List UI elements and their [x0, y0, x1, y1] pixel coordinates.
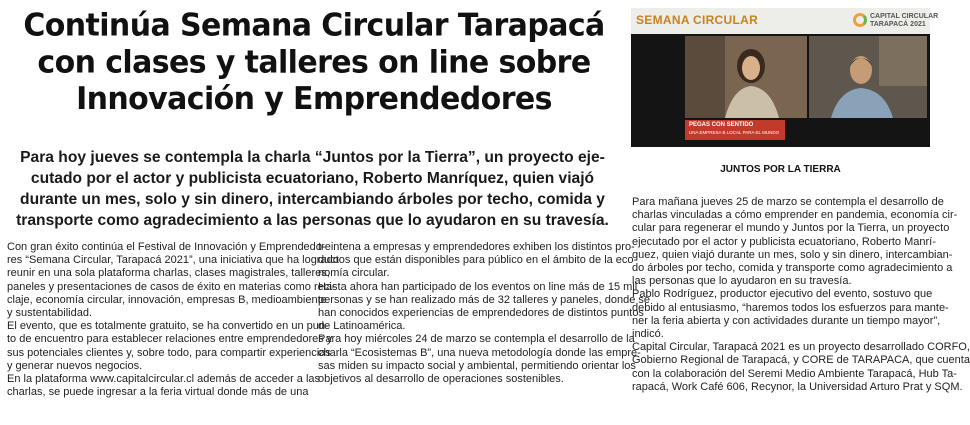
text-line: El evento, que es totalmente gratuito, se ha convertido en un pun- [7, 320, 329, 333]
paragraph [7, 320, 333, 373]
text-line: res “Semana Circular, Tarapacá 2021”, una iniciativa que ha logrado [7, 254, 339, 267]
text-line: ner la feria abierta y con actividades durante un tiempo mayor”, [632, 314, 941, 327]
text-line: treintena a empresas y emprendedores exhiben los distintos pro- [318, 241, 635, 253]
paragraph [632, 196, 958, 288]
video-caption-bar [685, 120, 785, 140]
text-line: y sustentabilidad. [7, 307, 92, 320]
text-line: objetivos al desarrollo de operaciones sostenibles. [318, 373, 564, 386]
capital-circular-logo [853, 12, 939, 32]
body-column-1 [7, 241, 339, 399]
text-line: y generar nuevos negocios. [7, 359, 143, 372]
text-line: Gobierno Regional de Tarapacá, y CORE de TARAPACA, que cuenta [632, 354, 970, 367]
photo-banner [631, 8, 939, 34]
logo-ring-icon [853, 13, 867, 27]
text-line: to de encuentro para establecer relaciones entre emprendedores y [7, 333, 333, 346]
text-line: En la plataforma www.capitalcircular.cl además de acceder a las [7, 373, 321, 386]
text-line: las personas que lo ayudaron en su travesía. [632, 275, 852, 288]
text-line: quez, quien viajó durante un mes, solo y sin dinero, intercambian- [632, 248, 953, 261]
person-woman-icon [685, 36, 807, 118]
photo-banner-title: SEMANA CIRCULAR [636, 13, 759, 27]
paragraph [7, 241, 339, 320]
text-line: cular para regenerar el mundo y Juntos por la Tierra, un proyecto [632, 222, 950, 235]
text-line: charlas, se puede ingresar a la feria virtual donde más de una [7, 386, 309, 399]
headline-line: con clases y talleres on line sobre [37, 44, 591, 81]
text-line: Con gran éxito continúa el Festival de Innovación y Emprendedo- [7, 241, 326, 253]
paragraph [318, 333, 641, 386]
text-line: Pablo Rodríguez, productor ejecutivo del evento, sostuvo que [632, 288, 933, 301]
video-panel-man [809, 36, 927, 118]
text-line: ejecutado por el actor y publicista ecuatoriano, Roberto Manrí- [632, 235, 936, 248]
paragraph [318, 241, 638, 281]
body-column-3 [632, 196, 970, 394]
lead-line: Para hoy jueves se contempla la charla “Juntos por la Tierra”, un proyecto eje- [20, 149, 605, 166]
text-line: indicó. [632, 328, 664, 341]
paragraph [7, 373, 321, 399]
lead-line: cutado por el actor y publicista ecuatoriano, Roberto Manríquez, quien viajó [30, 170, 595, 187]
text-line: con la colaboración del Seremi Medio Ambiente Tarapacá, Hub Ta- [632, 367, 957, 380]
text-line: de Latinoamérica. [318, 320, 406, 333]
lead-line: transporte como agradecimiento a las personas que lo ayudaron en su travesía. [16, 212, 609, 229]
text-line: charla “Ecosistemas B”, una nueva metodología donde las empre- [318, 346, 641, 359]
text-line: sas miden su impacto social y ambiental, permitiendo orientar los [318, 359, 636, 372]
logo-text-line: CAPITAL CIRCULAR [870, 13, 939, 20]
headline-line: Innovación y Emprendedores [76, 80, 552, 118]
text-line: reunir en una sola plataforma charlas, clases magistrales, talleres, [7, 267, 330, 280]
lead-line: durante un mes, solo y sin dinero, intercambiando árboles por techo, comida y [20, 191, 605, 208]
text-line: ductos que están disponibles para público en el ámbito de la eco- [318, 254, 638, 267]
paragraph [632, 341, 970, 394]
photo-caption: JUNTOS POR LA TIERRA [720, 164, 841, 175]
text-line: charlas vinculadas a cómo emprender en pandemia, economía cir- [632, 209, 958, 222]
text-line: rapacá, Work Café 606, Recynor, la Universidad Arturo Prat y SQM. [632, 380, 963, 393]
text-line: personas y se han realizado más de 32 talleres y paneles, donde se [318, 293, 651, 306]
person-man-icon [809, 36, 927, 118]
caption-bar-subtitle: UNA EMPRESA B LOCAL PARA EL MUNDO [689, 130, 780, 135]
text-line: paneles y presentaciones de casos de éxito en materias como reci- [7, 280, 336, 293]
caption-bar-title: PEGAS CON SENTIDO [689, 122, 754, 128]
text-line: debido al entusiasmo, “haremos todos los esfuerzos para mante- [632, 301, 949, 314]
text-line: Para mañana jueves 25 de marzo se contempla el desarrollo de [632, 196, 944, 208]
paragraph [318, 280, 651, 334]
text-line: Hasta ahora han participado de los eventos on line más de 15 mil [318, 280, 638, 293]
article-lead [10, 147, 615, 231]
text-line: do árboles por techo, comida y transporte como agradecimiento a [632, 262, 953, 275]
text-line: sus potenciales clientes y, sobre todo, para compartir experiencias [7, 346, 331, 359]
text-line: Capital Circular, Tarapacá 2021 es un proyecto desarrollado CORFO, [632, 341, 970, 354]
text-line: nomía circular. [318, 267, 390, 280]
text-line: Para hoy miércoles 24 de marzo se contempla el desarrollo de la [318, 333, 635, 346]
paragraph [632, 288, 949, 341]
logo-text-line: TARAPACÁ 2021 [870, 21, 926, 28]
text-line: claje, economía circular, innovación, empresas B, medioambiente [7, 293, 327, 306]
headline-line: Continúa Semana Circular Tarapacá [23, 7, 605, 45]
video-panel-woman [685, 36, 807, 118]
text-line: han conocidos experiencias de emprendedores de distintos puntos [318, 307, 644, 320]
article-headline [8, 7, 620, 117]
article-photo [631, 8, 939, 147]
